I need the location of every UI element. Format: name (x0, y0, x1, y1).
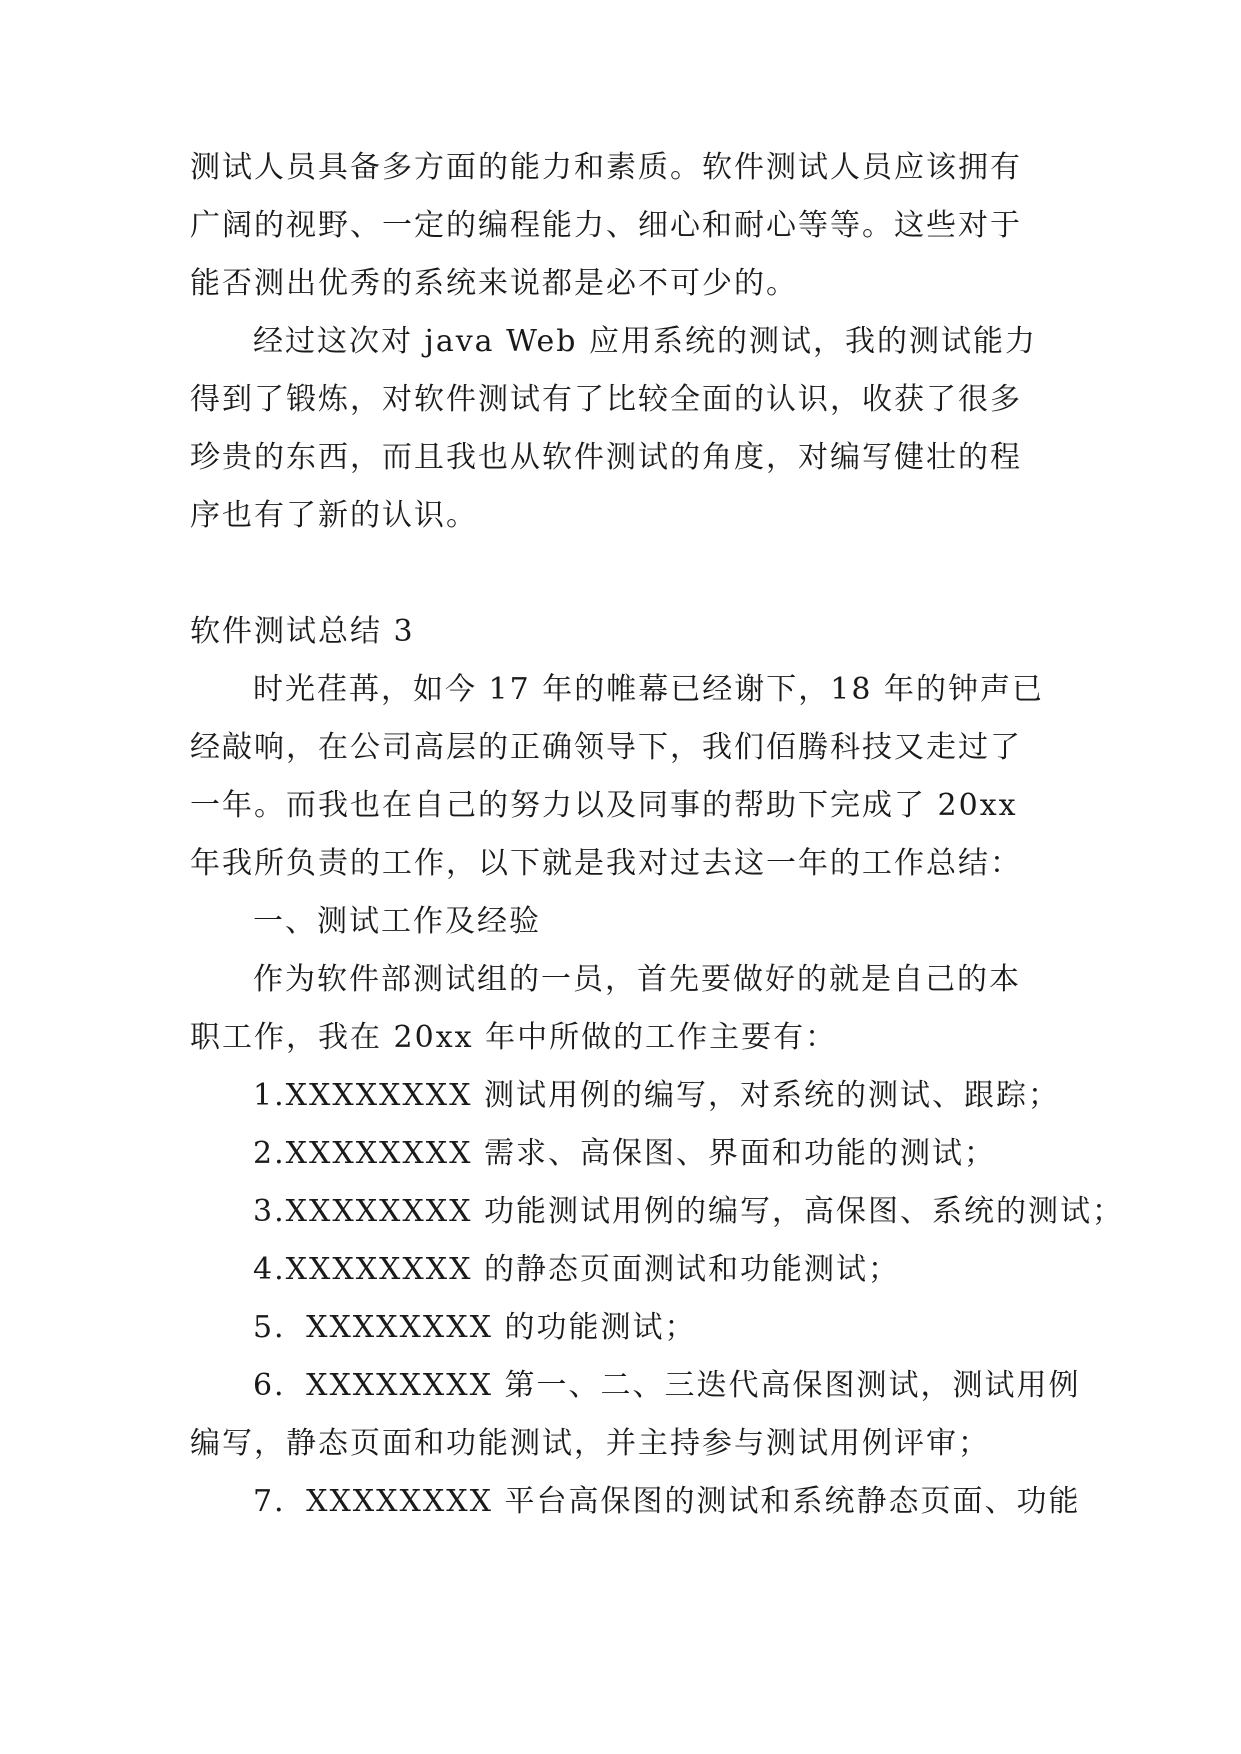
paragraph-line: 珍贵的东西，而且我也从软件测试的角度，对编写健壮的程 (190, 440, 1022, 475)
paragraph-line: 测试人员具备多方面的能力和素质。软件测试人员应该拥有 (190, 150, 1022, 185)
subheading: 一、测试工作及经验 (253, 904, 541, 939)
list-item: 4.XXXXXXXX 的静态页面测试和功能测试； (253, 1252, 901, 1287)
paragraph-line: 职工作，我在 20xx 年中所做的工作主要有： (190, 1020, 838, 1055)
list-item: 5．XXXXXXXX 的功能测试； (253, 1310, 697, 1345)
list-item: 6．XXXXXXXX 第一、二、三迭代高保图测试，测试用例 (253, 1368, 1081, 1403)
paragraph-line: 年我所负责的工作，以下就是我对过去这一年的工作总结： (190, 846, 1022, 881)
list-item: 2.XXXXXXXX 需求、高保图、界面和功能的测试； (253, 1136, 997, 1171)
paragraph-line: 经敲响，在公司高层的正确领导下，我们佰腾科技又走过了 (190, 730, 1022, 765)
list-item: 7．XXXXXXXX 平台高保图的测试和系统静态页面、功能 (253, 1484, 1081, 1519)
section-heading: 软件测试总结 3 (190, 614, 415, 649)
paragraph-line: 广阔的视野、一定的编程能力、细心和耐心等等。这些对于 (190, 208, 1022, 243)
list-item-continuation: 编写，静态页面和功能测试，并主持参与测试用例评审； (190, 1426, 990, 1461)
paragraph-line: 一年。而我也在自己的努力以及同事的帮助下完成了 20xx (190, 788, 1018, 823)
paragraph-line: 时光荏苒，如今 17 年的帷幕已经谢下，18 年的钟声已 (253, 672, 1044, 707)
paragraph-line: 作为软件部测试组的一员，首先要做好的就是自己的本 (253, 962, 1021, 997)
paragraph-line: 经过这次对 java Web 应用系统的测试，我的测试能力 (253, 324, 1037, 359)
paragraph-line: 能否测出优秀的系统来说都是必不可少的。 (190, 266, 798, 301)
list-item: 3.XXXXXXXX 功能测试用例的编写，高保图、系统的测试； (253, 1194, 1125, 1229)
list-item: 1.XXXXXXXX 测试用例的编写，对系统的测试、跟踪； (253, 1078, 1061, 1113)
paragraph-line: 得到了锻炼，对软件测试有了比较全面的认识，收获了很多 (190, 382, 1022, 417)
paragraph-line: 序也有了新的认识。 (190, 498, 478, 533)
